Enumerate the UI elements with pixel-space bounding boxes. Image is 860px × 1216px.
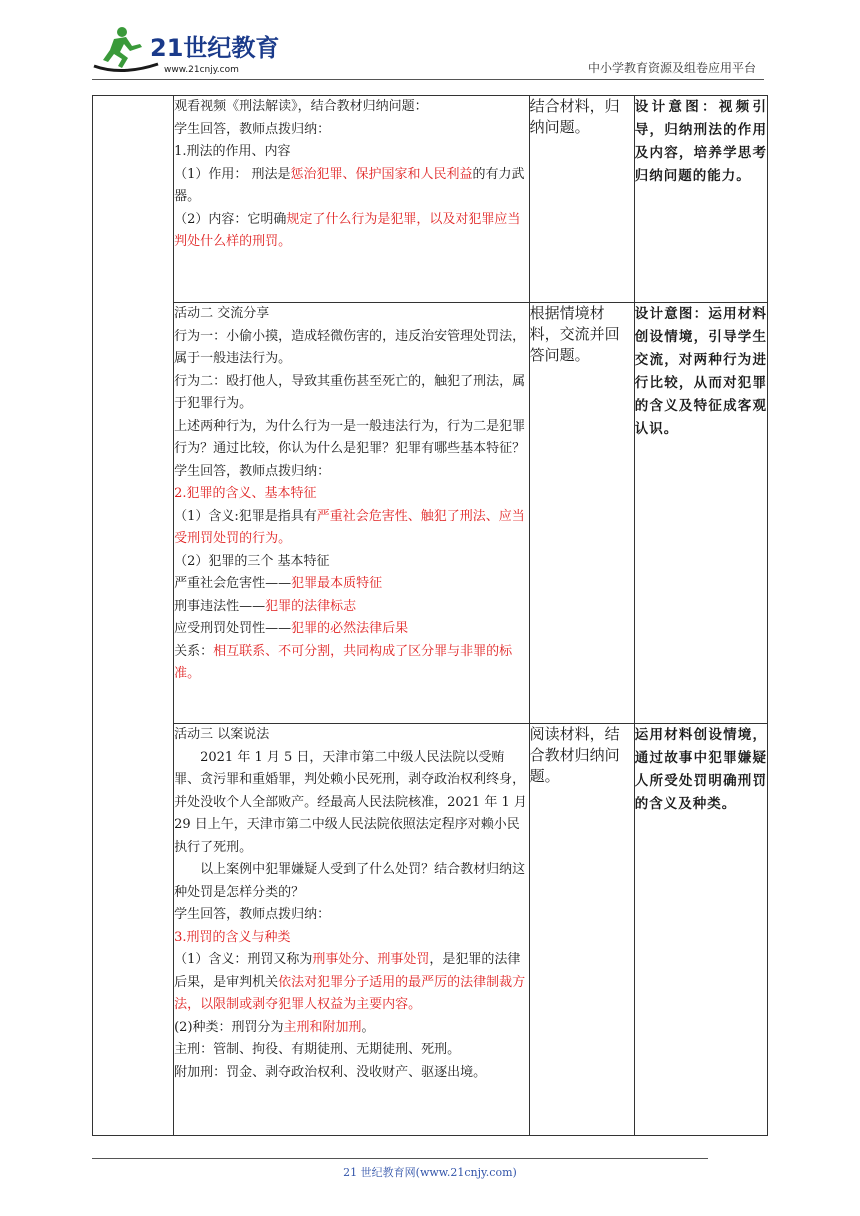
table-row-3	[93, 724, 768, 1136]
highlight-text: 犯罪的必然法律后果	[291, 621, 409, 636]
highlight-text: 严重社会危害性、触犯了刑法、应当受刑罚处罚的行为。	[174, 508, 525, 546]
paragraph	[174, 461, 529, 484]
page-footer: 21 世纪教育网(www.21cnjy.com)	[343, 1166, 517, 1179]
paragraph	[174, 326, 529, 371]
body-text: 学生回答，教师点拨归纳：	[174, 907, 331, 922]
paragraph	[174, 618, 529, 641]
content-cell-2	[174, 303, 530, 724]
body-text: 严重社会危害性——	[174, 576, 292, 591]
highlight-text: 相互联系、不可分割，共同构成了区分罪与非罪的标准。	[174, 643, 513, 681]
paragraph	[174, 119, 529, 142]
footer-rule	[92, 1158, 708, 1159]
paragraph	[174, 747, 529, 860]
body-text: （2）内容：它明确	[174, 211, 287, 227]
body-text: 上述两种行为，为什么行为一是一般违法行为，行为二是犯罪行为？通过比较，你认为什么是犯罪？犯罪有哪些基本特征？	[174, 418, 526, 456]
method-cell-3: 阅读材料，结合教材归纳问题。	[529, 724, 634, 1136]
body-text: 2021 年 1 月 5 日，天津市第二中级人民法院以受贿罪、贪污罪和重婚罪，判处赖小民死刑，剥夺政治权利终身，并处没收个人全部败产。经最高人民法院核准，2021 年 1 月 29 日上午，天津市第二中级人民法院依照法定程序对赖小民执行了死刑。	[174, 749, 527, 855]
header-rule	[92, 79, 764, 80]
paragraph	[174, 1017, 529, 1040]
paragraph	[174, 371, 529, 416]
body-text: 主刑：管制、拘役、有期徒刑、无期徒刑、死刑。	[174, 1042, 461, 1057]
method-cell-1: 结合材料，归纳问题。	[529, 96, 634, 303]
body-text: 应受刑罚处罚性——	[174, 621, 292, 636]
body-text: 。	[361, 1019, 375, 1035]
content-cell-3	[174, 724, 530, 1136]
highlight-text: 主刑和附加刑	[283, 1019, 362, 1035]
paragraph	[174, 724, 529, 747]
paragraph	[174, 1062, 529, 1085]
body-text: 的有力武器。	[174, 166, 525, 204]
content-cell-1	[174, 96, 530, 303]
highlight-text: 2.犯罪的含义、基本特征	[174, 486, 317, 501]
paragraph	[174, 416, 529, 461]
paragraph	[174, 483, 529, 506]
paragraph	[174, 1039, 529, 1062]
highlight-text: 犯罪的法律标志	[265, 598, 357, 614]
body-text: 活动二 交流分享	[174, 306, 270, 321]
table-row-2	[93, 303, 768, 724]
body-text: (2)种类：刑罚分为	[174, 1019, 284, 1035]
body-text: （1）作用： 刑法是	[174, 166, 291, 182]
paragraph	[174, 303, 529, 326]
body-text: 以上案例中犯罪嫌疑人受到了什么处罚？结合教材归纳这种处罚是怎样分类的？	[174, 862, 526, 900]
paragraph	[174, 96, 529, 119]
paragraph	[174, 506, 529, 551]
paragraph	[174, 573, 529, 596]
highlight-text: 规定了什么行为是犯罪，以及对犯罪应当判处什么样的刑罚。	[174, 211, 521, 249]
method-cell-2: 根据情境材料，交流并回答问题。	[529, 303, 634, 724]
21cnjy-logo	[92, 22, 292, 78]
body-text: 附加刑：罚金、剥夺政治权利、没收财产、驱逐出境。	[174, 1064, 487, 1080]
paragraph	[174, 209, 529, 254]
body-text: 关系：	[174, 643, 214, 659]
highlight-text: 3.刑罚的含义与种类	[174, 929, 291, 945]
design-cell-1: 设计意图：视频引导，归纳刑法的作用及内容，培养学思考归纳问题的能力。	[634, 96, 767, 303]
header-tagline: 中小学教育资源及组卷应用平台	[587, 61, 756, 75]
body-text: （2）犯罪的三个 基本特征	[174, 553, 330, 569]
table-row-1	[93, 96, 768, 303]
empty-left-cell	[93, 96, 174, 1136]
highlight-text: 惩治犯罪、保护国家和人民利益	[290, 166, 473, 182]
paragraph	[174, 551, 529, 574]
design-cell-2: 设计意图：运用材料创设情境，引导学生交流，对两种行为进行比较，从而对犯罪的含义及特征成客观认识。	[634, 303, 767, 724]
paragraph	[174, 164, 529, 209]
highlight-text: 刑事处分、刑事处罚	[312, 952, 430, 967]
highlight-text: 犯罪最本质特征	[291, 576, 383, 591]
design-cell-3: 运用材料创设情境，通过故事中犯罪嫌疑人所受处罚明确刑罚的含义及种类。	[634, 724, 767, 1136]
body-text: ，是犯罪的法律后果，是审判机关	[174, 952, 521, 990]
page-header	[92, 22, 764, 80]
paragraph	[174, 904, 529, 927]
body-text: 行为二：殴打他人，导致其重伤甚至死亡的，触犯了刑法，属于犯罪行为。	[174, 373, 526, 411]
lesson-table	[92, 95, 768, 1136]
body-text: 1.刑法的作用、内容	[174, 144, 291, 159]
paragraph	[174, 141, 529, 164]
paragraph	[174, 641, 529, 686]
logo-text: 21世纪教育	[150, 34, 280, 62]
paragraph	[174, 949, 529, 1017]
paragraph	[174, 596, 529, 619]
logo-url: www.21cnjy.com	[164, 65, 239, 75]
body-text: （1）含义：刑罚又称为	[174, 952, 313, 967]
body-text: （1）含义:犯罪是指具有	[174, 508, 317, 524]
paragraph	[174, 859, 529, 904]
body-text: 学生回答，教师点拨归纳：	[174, 121, 331, 137]
body-text: 刑事违法性——	[174, 598, 266, 614]
body-text: 观看视频《刑法解读》，结合教材归纳问题：	[174, 99, 428, 114]
highlight-text: 依法对犯罪分子适用的最严厉的法律制裁方法，以限制或剥夺犯罪人权益为主要内容。	[174, 974, 526, 1012]
paragraph	[174, 927, 529, 950]
body-text: 行为一：小偷小摸，造成轻微伤害的，违反治安管理处罚法，属于一般违法行为。	[174, 328, 526, 366]
body-text: 活动三 以案说法	[174, 727, 270, 742]
body-text: 学生回答，教师点拨归纳：	[174, 463, 331, 479]
